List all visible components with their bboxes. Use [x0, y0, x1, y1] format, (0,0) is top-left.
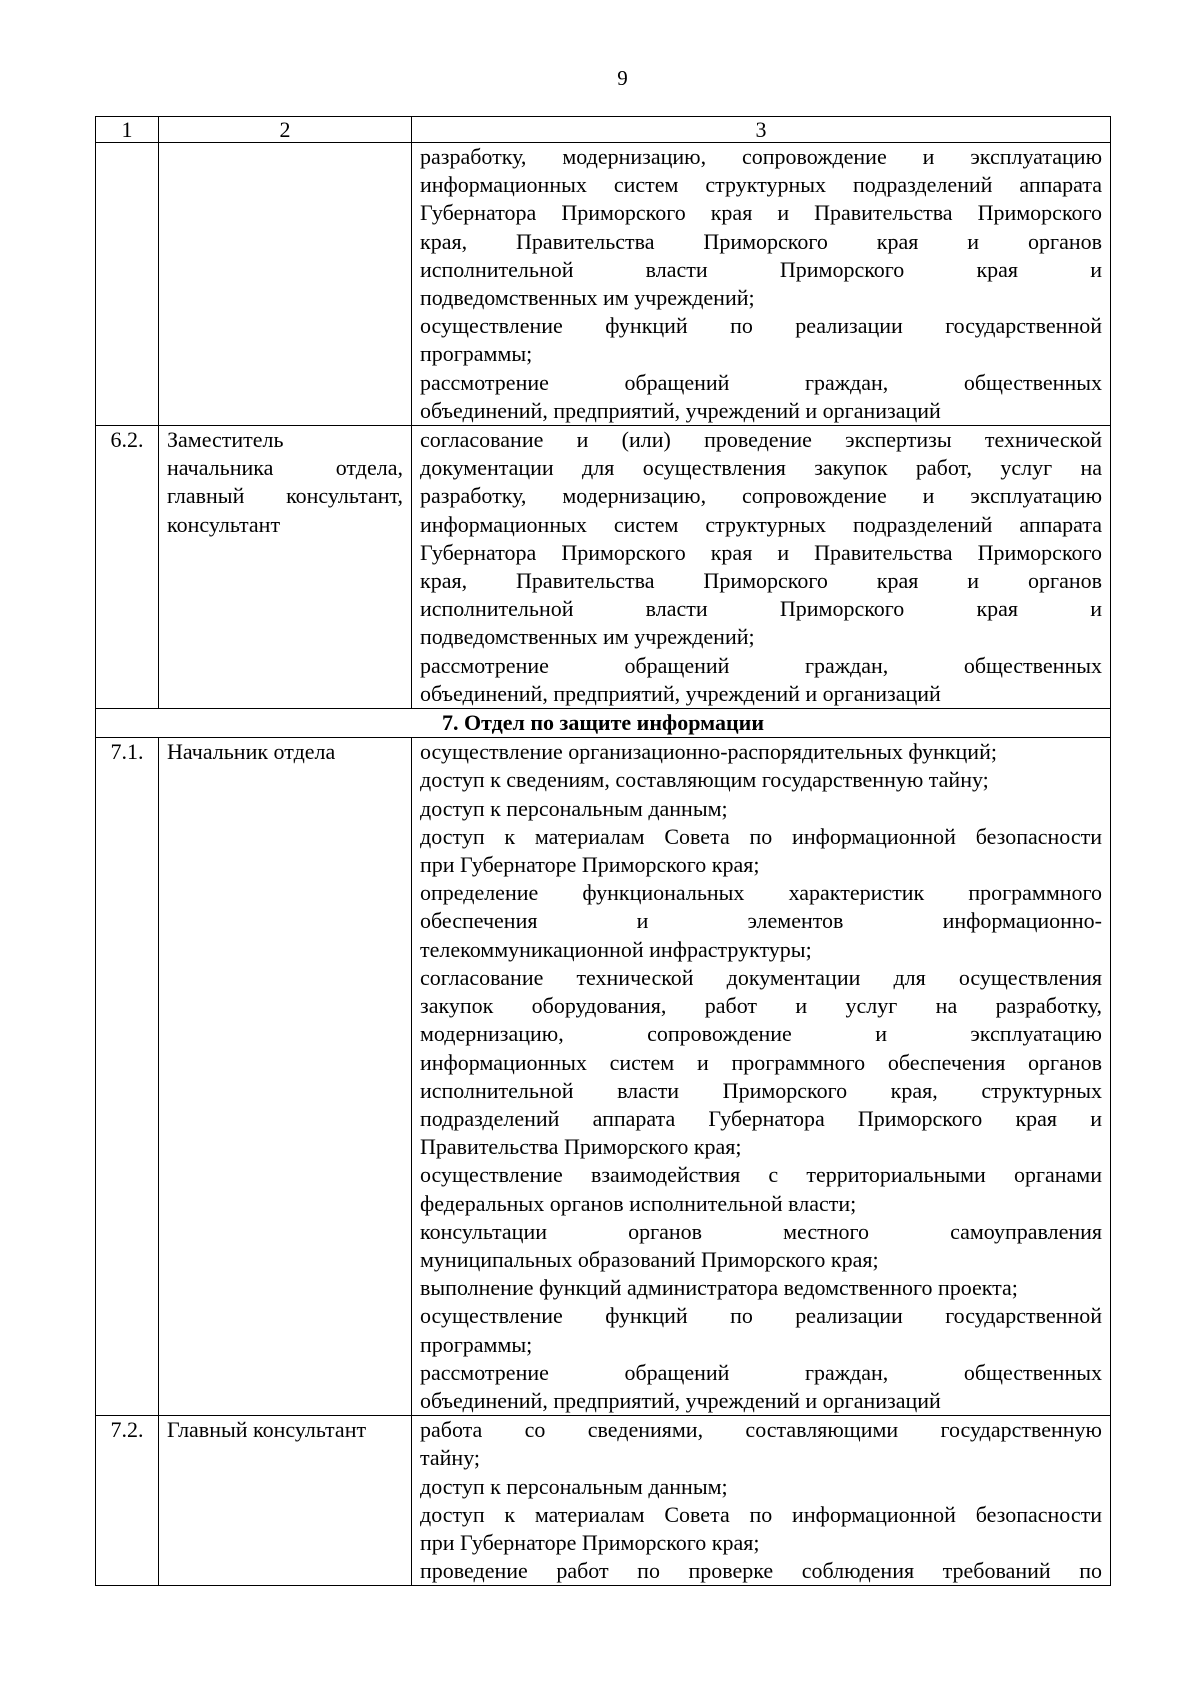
- section-row: [96, 709, 1111, 738]
- table-row: [96, 426, 1111, 709]
- table-row: [96, 738, 1111, 1416]
- duty-line: края, Правительства Приморского края и органов: [420, 568, 1102, 594]
- duty-line: разработку, модернизацию, сопровождение и эксплуатацию: [420, 144, 1102, 169]
- duty-line: программы;: [420, 1331, 533, 1357]
- duty-line: согласование и (или) проведение экспертизы технической: [420, 427, 1102, 453]
- header-col-3: 3: [412, 117, 1111, 143]
- row-role: [159, 143, 412, 426]
- duty-line: осуществление организационно-распорядительных функций;: [420, 739, 997, 765]
- duty-line: объединений, предприятий, учреждений и организаций: [420, 1387, 941, 1413]
- row-duties: [412, 426, 1111, 709]
- duty-line: объединений, предприятий, учреждений и организаций: [420, 397, 941, 423]
- table-row: [96, 143, 1111, 426]
- duty-line: осуществление функций по реализации государственной: [420, 1303, 1102, 1329]
- duty-line: определение функциональных характеристик программного: [420, 880, 1102, 906]
- row-number: [96, 143, 159, 426]
- table-row: [96, 1416, 1111, 1586]
- duty-line: телекоммуникационной инфраструктуры;: [420, 936, 812, 962]
- duty-line: информационных систем структурных подразделений аппарата: [420, 172, 1102, 198]
- duty-line: Губернатора Приморского края и Правительства Приморского: [420, 200, 1102, 226]
- role-line: консультант: [167, 511, 281, 537]
- row-role: Начальник отдела: [159, 738, 412, 1416]
- duty-line: работа со сведениями, составляющими государственную: [420, 1417, 1102, 1443]
- section-title: 7. Отдел по защите информации: [96, 709, 1111, 738]
- page-number: 9: [617, 66, 628, 90]
- duty-line: осуществление взаимодействия с территориальными органами: [420, 1162, 1102, 1188]
- duty-line: проведение работ по проверке соблюдения требований по: [420, 1558, 1102, 1584]
- row-number: 7.2.: [96, 1416, 159, 1586]
- duty-line: модернизацию, сопровождение и эксплуатацию: [420, 1021, 1102, 1047]
- duty-line: документации для осуществления закупок работ, услуг на: [420, 455, 1102, 481]
- duty-line: закупок оборудования, работ и услуг на разработку,: [420, 993, 1102, 1019]
- role-line: главный консультант,: [167, 483, 403, 509]
- duty-line: разработку, модернизацию, сопровождение и эксплуатацию: [420, 483, 1102, 509]
- duty-line: информационных систем структурных подразделений аппарата: [420, 511, 1102, 537]
- duty-line: рассмотрение обращений граждан, общественных: [420, 369, 1102, 395]
- duty-line: федеральных органов исполнительной власти;: [420, 1190, 857, 1216]
- duty-line: подведомственных им учреждений;: [420, 285, 755, 311]
- duty-line: Правительства Приморского края;: [420, 1134, 742, 1160]
- duty-line: согласование технической документации для осуществления: [420, 964, 1102, 990]
- duty-line: доступ к сведениям, составляющим государственную тайну;: [420, 767, 989, 793]
- duty-line: информационных систем и программного обеспечения органов: [420, 1049, 1102, 1075]
- duty-line: подведомственных им учреждений;: [420, 624, 755, 650]
- duty-line: доступ к персональным данным;: [420, 795, 728, 821]
- row-number: 6.2.: [96, 426, 159, 709]
- role-line: начальника отдела,: [167, 455, 403, 481]
- duty-line: объединений, предприятий, учреждений и организаций: [420, 680, 941, 706]
- duty-line: рассмотрение обращений граждан, общественных: [420, 1359, 1102, 1385]
- table-header-row: [96, 117, 1111, 143]
- row-role: Главный консультант: [159, 1416, 412, 1586]
- duty-line: муниципальных образований Приморского края;: [420, 1246, 879, 1272]
- duty-line: осуществление функций по реализации государственной: [420, 313, 1102, 339]
- duty-line: доступ к материалам Совета по информационной безопасности: [420, 1501, 1102, 1527]
- duty-line: при Губернаторе Приморского края;: [420, 1529, 760, 1555]
- row-number: 7.1.: [96, 738, 159, 1416]
- duty-line: консультации органов местного самоуправления: [420, 1218, 1102, 1244]
- duty-line: Губернатора Приморского края и Правительства Приморского: [420, 539, 1102, 565]
- duty-line: края, Правительства Приморского края и органов: [420, 228, 1102, 254]
- role-line: Заместитель: [167, 427, 284, 453]
- row-duties: [412, 1416, 1111, 1586]
- duty-line: рассмотрение обращений граждан, общественных: [420, 652, 1102, 678]
- duty-line: подразделений аппарата Губернатора Приморского края и: [420, 1105, 1102, 1131]
- header-col-2: 2: [159, 117, 412, 143]
- duty-line: при Губернаторе Приморского края;: [420, 852, 760, 878]
- duties-table: [95, 116, 1111, 1586]
- row-role: [159, 426, 412, 709]
- duty-line: тайну;: [420, 1445, 481, 1471]
- header-col-1: 1: [96, 117, 159, 143]
- duty-line: программы;: [420, 341, 533, 367]
- duty-line: исполнительной власти Приморского края и: [420, 596, 1102, 622]
- row-duties: [412, 143, 1111, 426]
- duty-line: обеспечения и элементов информационно-: [420, 908, 1102, 934]
- duty-line: исполнительной власти Приморского края и: [420, 256, 1102, 282]
- duty-line: выполнение функций администратора ведомственного проекта;: [420, 1275, 1018, 1301]
- duty-line: доступ к персональным данным;: [420, 1473, 728, 1499]
- duty-line: исполнительной власти Приморского края, структурных: [420, 1077, 1102, 1103]
- duty-line: доступ к материалам Совета по информационной безопасности: [420, 823, 1102, 849]
- row-duties: [412, 738, 1111, 1416]
